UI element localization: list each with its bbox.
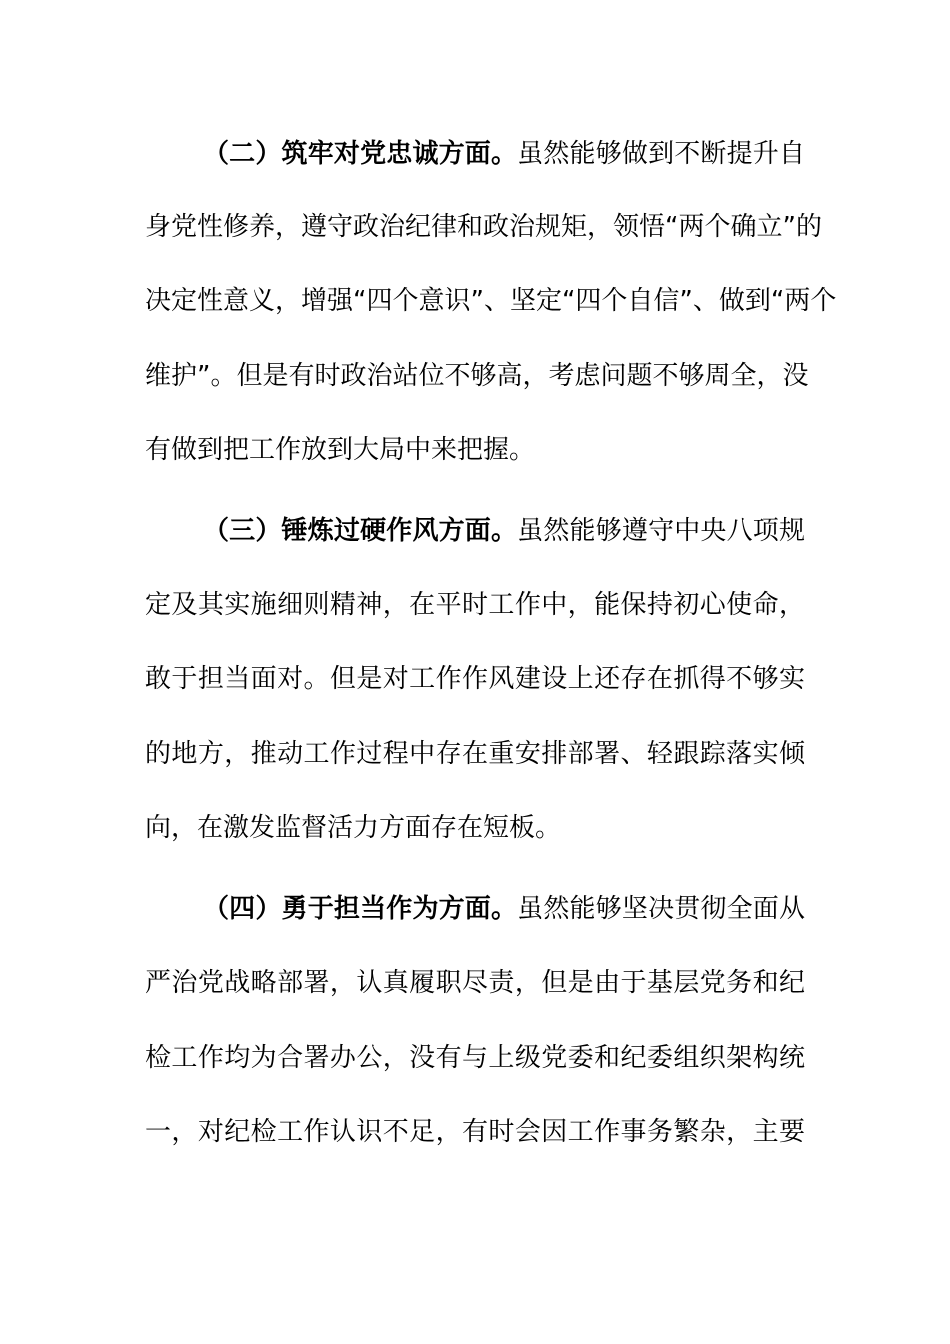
paragraph-line: 敢于担当面对。但是对工作作风建设上还存在抓得不够实 [145, 664, 805, 694]
paragraph-line: 的地方，推动工作过程中存在重安排部署、轻跟踪落实倾 [145, 739, 805, 769]
section-heading: （三）锤炼过硬作风方面。 [203, 516, 518, 546]
section-heading: （四）勇于担当作为方面。 [203, 894, 518, 924]
paragraph-line: 检工作均为合署办公，没有与上级党委和纪委组织架构统 [145, 1043, 805, 1073]
paragraph-line: 一，对纪检工作认识不足，有时会因工作事务繁杂，主要 [145, 1117, 805, 1147]
paragraph-text: 虽然能够坚决贯彻全面从 [517, 894, 805, 924]
paragraph-line [203, 892, 805, 926]
paragraph-line: 定及其实施细则精神，在平时工作中，能保持初心使命， [145, 590, 805, 620]
paragraph-line [203, 514, 805, 548]
paragraph-line: 身党性修养，遵守政治纪律和政治规矩，领悟“两个确立”的 [145, 212, 822, 242]
paragraph-line: 向，在激发监督活力方面存在短板。 [145, 813, 562, 843]
paragraph-text: 虽然能够遵守中央八项规 [517, 516, 805, 546]
paragraph-line: 决定性意义，增强“四个意识”、坚定“四个自信”、做到“两个 [145, 286, 837, 316]
paragraph-line [203, 137, 805, 171]
section-heading: （二）筑牢对党忠诚方面。 [203, 139, 518, 169]
paragraph-text: 虽然能够做到不断提升自 [517, 139, 805, 169]
paragraph-line: 严治党战略部署，认真履职尽责，但是由于基层党务和纪 [145, 968, 805, 998]
paragraph-line: 维护”。但是有时政治站位不够高，考虑问题不够周全，没 [145, 361, 809, 391]
paragraph-line: 有做到把工作放到大局中来把握。 [145, 435, 536, 465]
